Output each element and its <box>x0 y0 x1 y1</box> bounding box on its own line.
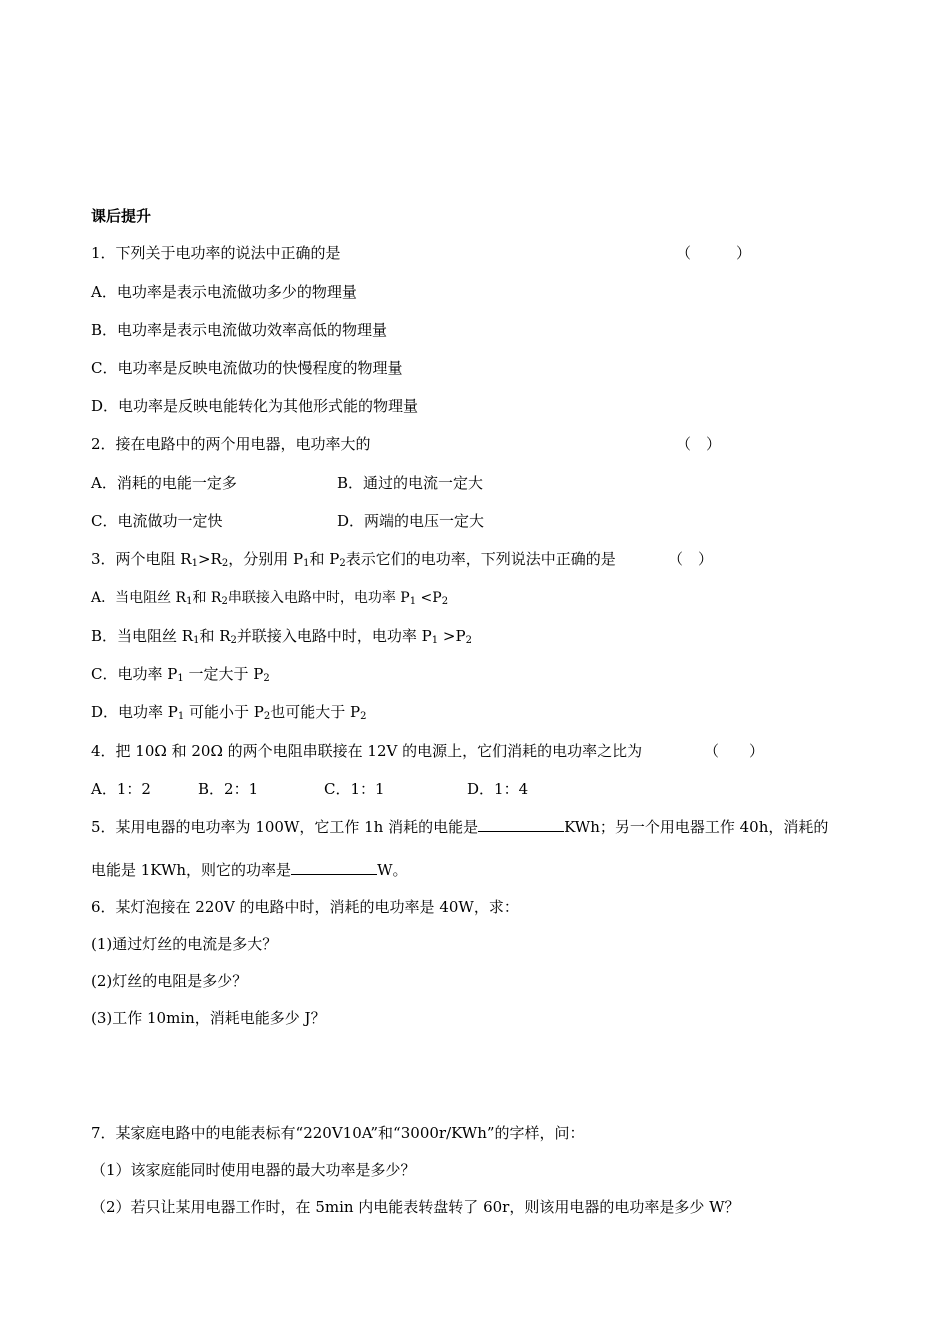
q5-blank-1[interactable] <box>478 817 564 832</box>
q4-stem: 4．把 10Ω 和 20Ω 的两个电阻串联接在 12V 的电源上，它们消耗的电功率之比为 <box>91 742 643 760</box>
q3-option-c: C．电功率 $P_1$ 一定大于 $P_2$ <box>91 665 270 684</box>
q3-answer-paren: （ ） <box>668 550 714 568</box>
q7-sub-2: （2）若只让某用电器工作时，在 5min 内电能表转盘转了 60r，则该用电器的电功率是多少 W？ <box>91 1198 740 1216</box>
q7-stem: 7．某家庭电路中的电能表标有“220V10A”和“3000r/KWh”的字样，问： <box>91 1124 585 1142</box>
q3-stem: 3．两个电阻 $R_1>R_2$，分别用 $P_1$和 $P_2$表示它们的电功率，下列说法中正确的是 <box>91 550 616 569</box>
q1-answer-paren: （ ） <box>676 244 752 262</box>
q5-line-2: 电能是 1KWh，则它的功率是 W。 <box>91 861 408 879</box>
q7-sub-1: （1）该家庭能同时使用电器的最大功率是多少？ <box>91 1161 416 1179</box>
q6-stem: 6．某灯泡接在 220V 的电路中时，消耗的电功率是 40W，求： <box>91 898 519 916</box>
q4-option-c: C．1：1 <box>324 780 385 798</box>
q5-blank-2[interactable] <box>291 860 377 875</box>
q6-sub-1: (1)通过灯丝的电流是多大？ <box>91 935 278 953</box>
q2-stem: 2．接在电路中的两个用电器，电功率大的 <box>91 435 371 453</box>
q1-stem: 1．下列关于电功率的说法中正确的是 <box>91 244 341 262</box>
q6-sub-3: (3)工作 10min，消耗电能多少 J？ <box>91 1009 326 1027</box>
q4-answer-paren: （ ） <box>704 742 765 760</box>
q4-option-a: A．1：2 <box>91 780 151 798</box>
q6-sub-2: (2)灯丝的电阻是多少？ <box>91 972 248 990</box>
q2-option-d: D．两端的电压一定大 <box>337 512 485 530</box>
q3-option-d: D．电功率 $P_1$ 可能小于 $P_2$也可能大于 $P_2$ <box>91 703 367 722</box>
q1-option-b: B．电功率是表示电流做功效率高低的物理量 <box>91 321 388 339</box>
q3-option-a: A．当电阻丝 $R_1$和 $R_2$串联接入电路中时，电功率 $P_1 <P_2$ <box>91 590 449 607</box>
q3-option-b: B．当电阻丝 $R_1$和 $R_2$并联接入电路中时，电功率 $P_1 >P_2$ <box>91 627 472 646</box>
q1-option-c: C．电功率是反映电流做功的快慢程度的物理量 <box>91 359 403 377</box>
section-title: 课后提升 <box>91 207 152 225</box>
q4-option-b: B．2：1 <box>198 780 259 798</box>
q4-option-d: D．1：4 <box>467 780 529 798</box>
q2-option-c: C．电流做功一定快 <box>91 512 223 530</box>
q2-option-b: B．通过的电流一定大 <box>337 474 484 492</box>
q2-option-a: A．消耗的电能一定多 <box>91 474 237 492</box>
q2-answer-paren: （ ） <box>676 435 722 453</box>
q5-line-1: 5．某用电器的电功率为 100W，它工作 1h 消耗的电能是 KWh；另一个用电器工作 40h，消耗的 <box>91 818 829 836</box>
q1-option-d: D．电功率是反映电能转化为其他形式能的物理量 <box>91 397 419 415</box>
q1-option-a: A．电功率是表示电流做功多少的物理量 <box>91 283 357 301</box>
